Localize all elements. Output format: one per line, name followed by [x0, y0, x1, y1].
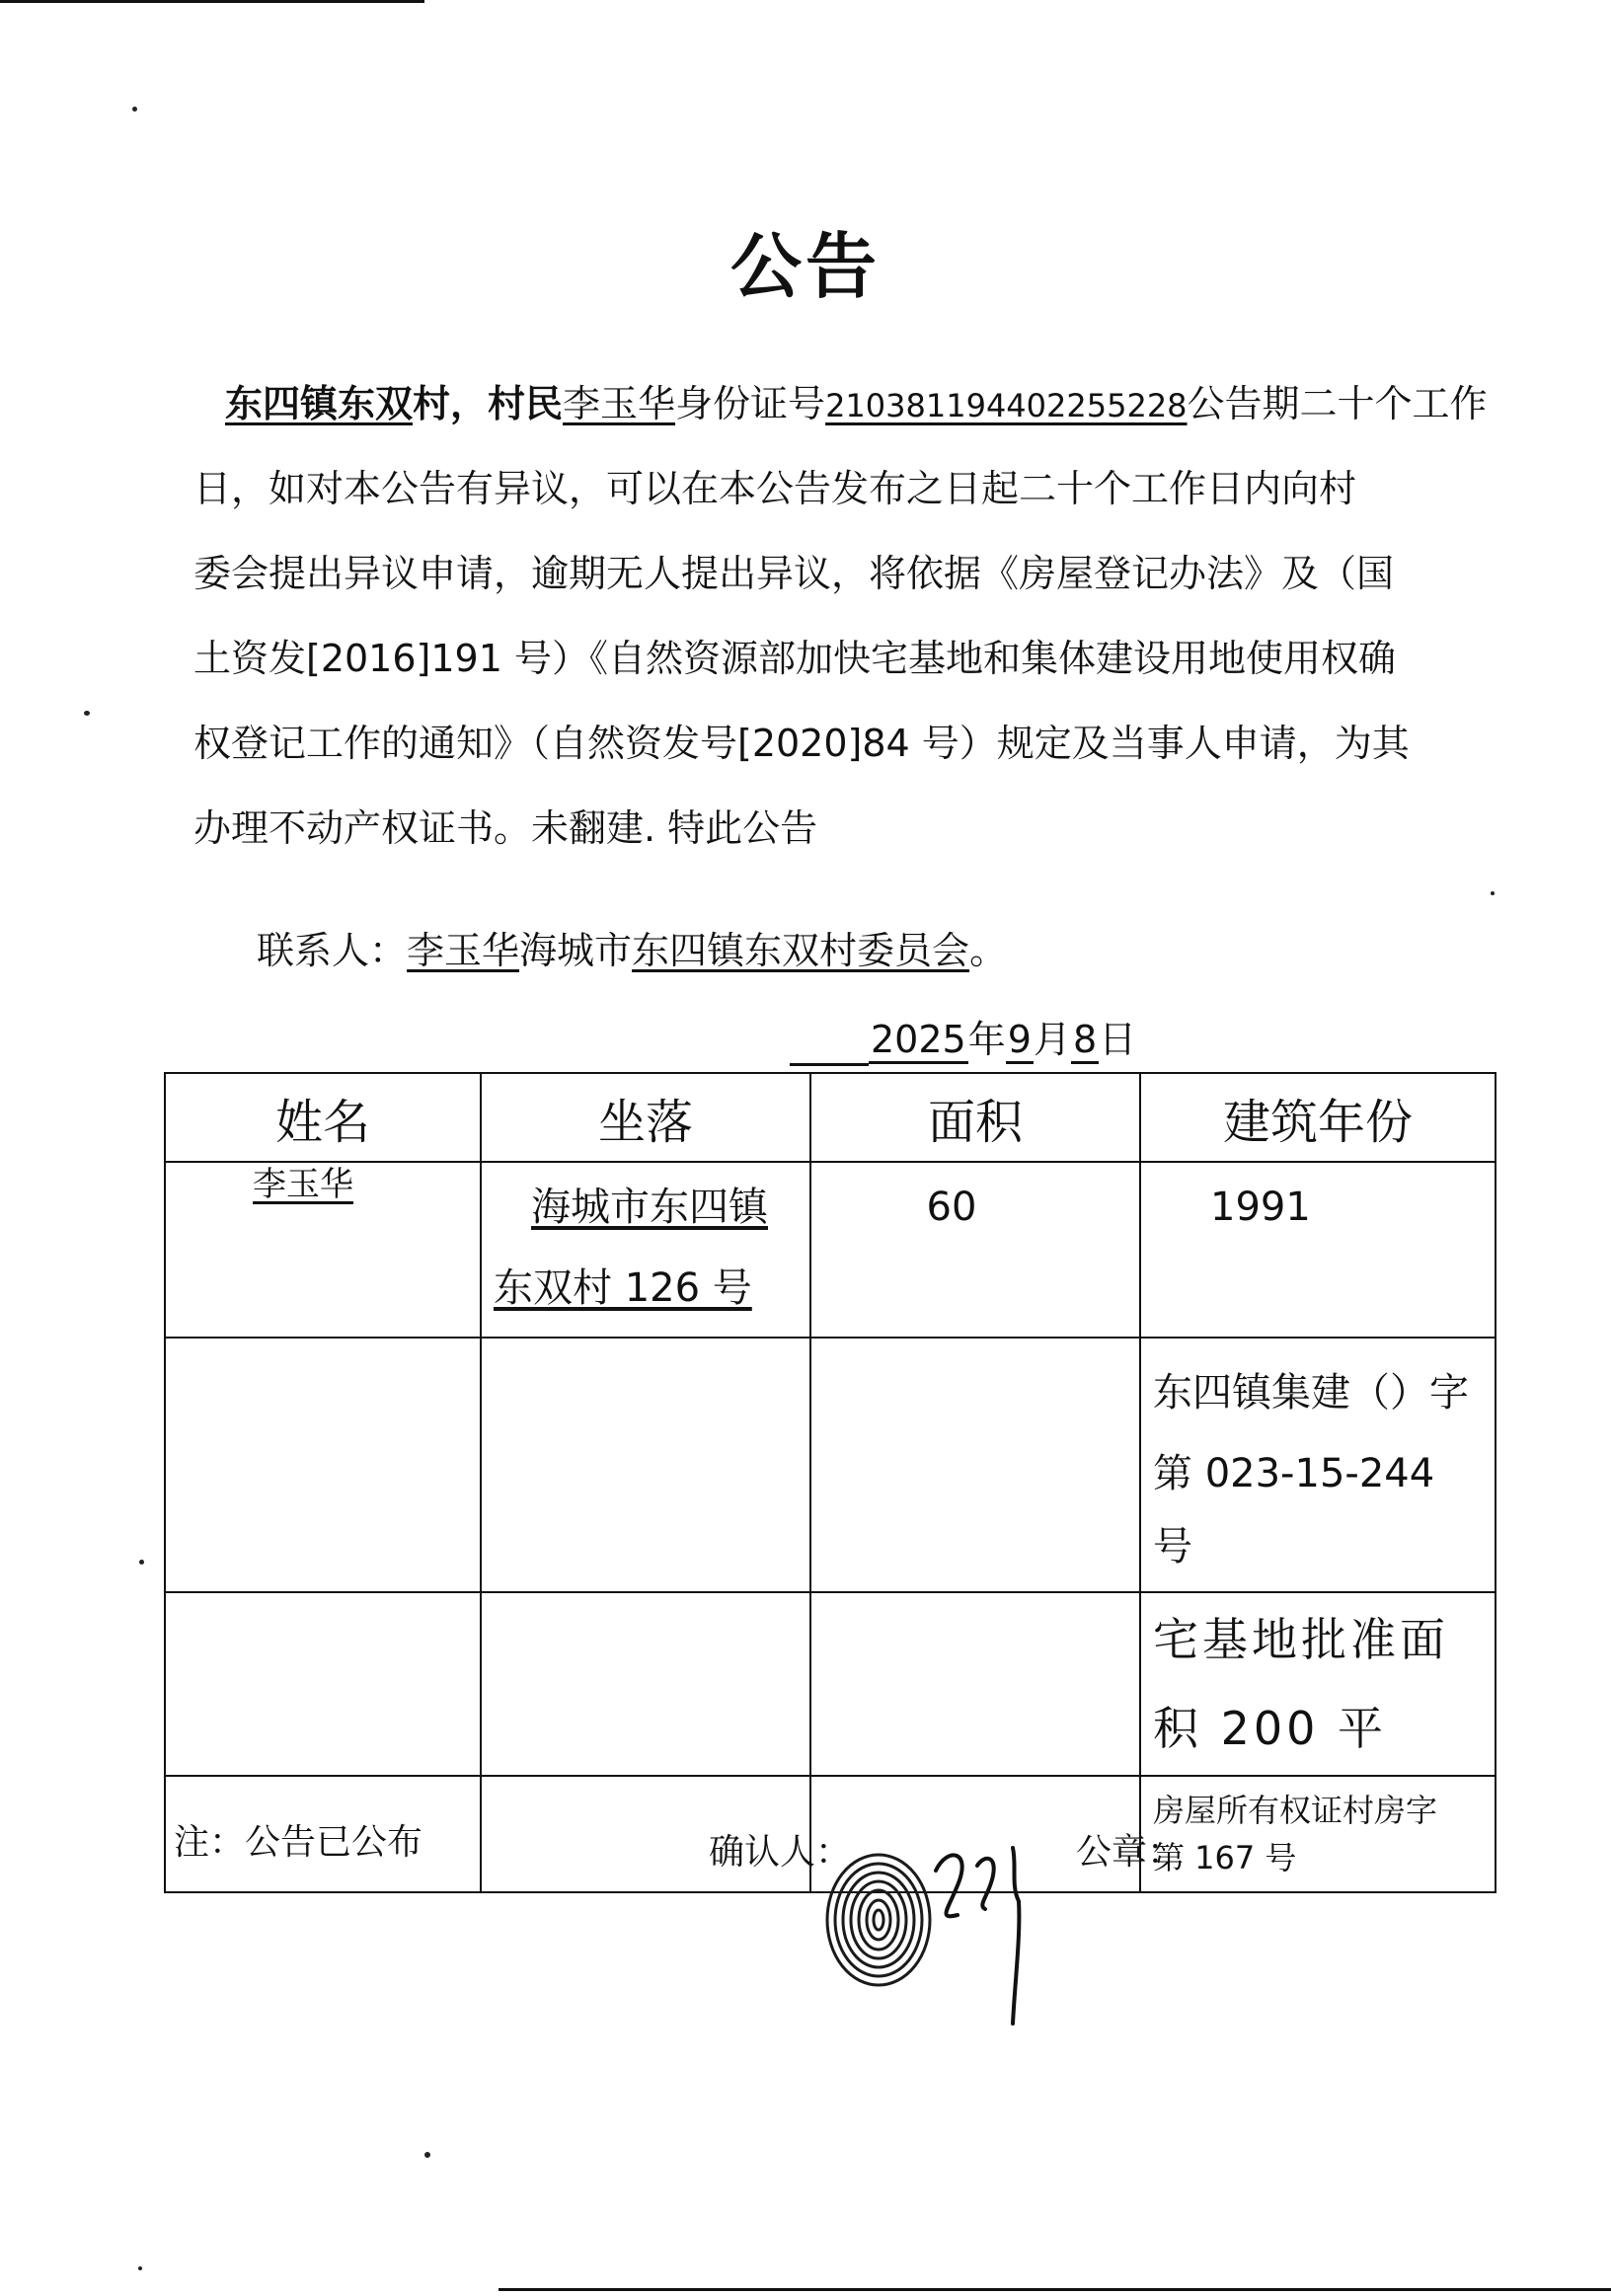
- date-year-unit: 年: [967, 1018, 1006, 1061]
- header-build-year: 建筑年份: [1140, 1073, 1496, 1162]
- cell-house-certificate: [1140, 1776, 1496, 1892]
- area-value: 60: [926, 1185, 977, 1230]
- table-row: [165, 1592, 1496, 1776]
- permit-line-1: 东四镇集建（）字: [1153, 1370, 1469, 1416]
- contact-line: [257, 926, 1007, 975]
- location-line-2: [482, 1252, 809, 1333]
- body-line-3: 委会提出异议申请，逾期无人提出异议，将依据《房屋登记办法》及（国: [193, 552, 1395, 595]
- line1-tail: 公告期二十个工作: [1187, 382, 1488, 425]
- cell-empty: [481, 1338, 810, 1592]
- scan-speck: [84, 711, 90, 716]
- scan-speck: [139, 1560, 144, 1565]
- village-suffix: 村，村民: [413, 382, 564, 425]
- table-row: [165, 1162, 1496, 1338]
- certificate-line-1: 房屋所有权证村房字: [1153, 1792, 1438, 1829]
- scan-speck: [1491, 891, 1495, 895]
- fingerprint-signature-mark: [809, 1826, 1066, 2053]
- date-year: 2025: [869, 1018, 968, 1064]
- build-year-value: 1991: [1210, 1185, 1311, 1230]
- contact-label: 联系人：: [257, 929, 408, 972]
- scan-speck: [132, 107, 137, 112]
- scan-speck: [138, 2266, 142, 2270]
- contact-name: 李玉华: [407, 929, 520, 972]
- scan-speck: [424, 2152, 430, 2158]
- date-day-unit: 日: [1099, 1018, 1137, 1061]
- body-line-2: 日，如对本公告有异议，可以在本公告发布之日起二十个工作日内向村: [193, 467, 1357, 510]
- village-name: 东四镇东双: [225, 382, 414, 425]
- permit-line-2: 第 023-15-244 号: [1153, 1451, 1435, 1569]
- contact-org-prefix: 海城市: [519, 929, 633, 972]
- table-row: [165, 1338, 1496, 1592]
- cell-empty: [165, 1338, 481, 1592]
- homestead-line-1: 宅基地批准面: [1153, 1613, 1449, 1666]
- contact-org: 东四镇东双村委员会: [632, 929, 970, 972]
- homestead-line-2: 积 200 平: [1153, 1702, 1388, 1755]
- location-line-2-text: 东双村 126 号: [494, 1265, 752, 1311]
- header-area: 面积: [810, 1073, 1140, 1162]
- body-line-4: 土资发[2016]191 号）《自然资源部加快宅基地和集体建设用地使用权确: [193, 637, 1396, 680]
- cell-empty: [810, 1592, 1140, 1776]
- header-name: 姓名: [165, 1073, 481, 1162]
- cell-empty: [481, 1592, 810, 1776]
- owner-name: 李玉华: [253, 1165, 353, 1204]
- cell-empty: [810, 1338, 1140, 1592]
- id-label: 身份证号: [675, 382, 826, 425]
- cell-build-year: [1140, 1162, 1496, 1338]
- body-line-6: 办理不动产权证书。未翻建. 特此公告: [193, 806, 818, 850]
- contact-end: 。: [969, 929, 1008, 972]
- date-month-unit: 月: [1033, 1018, 1071, 1061]
- id-number: 210381194402255228: [825, 387, 1188, 424]
- date-blank: [790, 1024, 869, 1066]
- table-header-row: [165, 1073, 1496, 1162]
- location-line-1: [482, 1163, 809, 1252]
- confirmer-label: 确认人：: [709, 1832, 852, 1873]
- cell-area: [810, 1162, 1140, 1338]
- page-title: 公告: [729, 225, 881, 308]
- cell-empty: [165, 1592, 481, 1776]
- notice-date: [790, 1015, 1136, 1066]
- cell-location: [481, 1162, 810, 1338]
- date-day: 8: [1071, 1018, 1099, 1064]
- footer-note: 注：公告已公布: [174, 1822, 423, 1863]
- property-table: [164, 1072, 1496, 1893]
- location-line-1-text: 海城市东四镇: [531, 1185, 768, 1230]
- date-month: 9: [1006, 1018, 1034, 1064]
- official-seal-label: 公章：: [1076, 1832, 1184, 1873]
- certificate-line-2: 第 167 号: [1153, 1839, 1297, 1876]
- bottom-edge-rule: [499, 2288, 1611, 2291]
- resident-name: 李玉华: [563, 382, 676, 425]
- body-line-5: 权登记工作的通知》（自然资发号[2020]84 号）规定及当事人申请，为其: [193, 722, 1410, 765]
- cell-homestead-area: [1140, 1592, 1496, 1776]
- cell-name: [165, 1162, 481, 1338]
- body-line-1: [225, 379, 1488, 430]
- header-location: 坐落: [481, 1073, 810, 1162]
- top-edge-rule: [0, 0, 424, 3]
- cell-collective-permit: [1140, 1338, 1496, 1592]
